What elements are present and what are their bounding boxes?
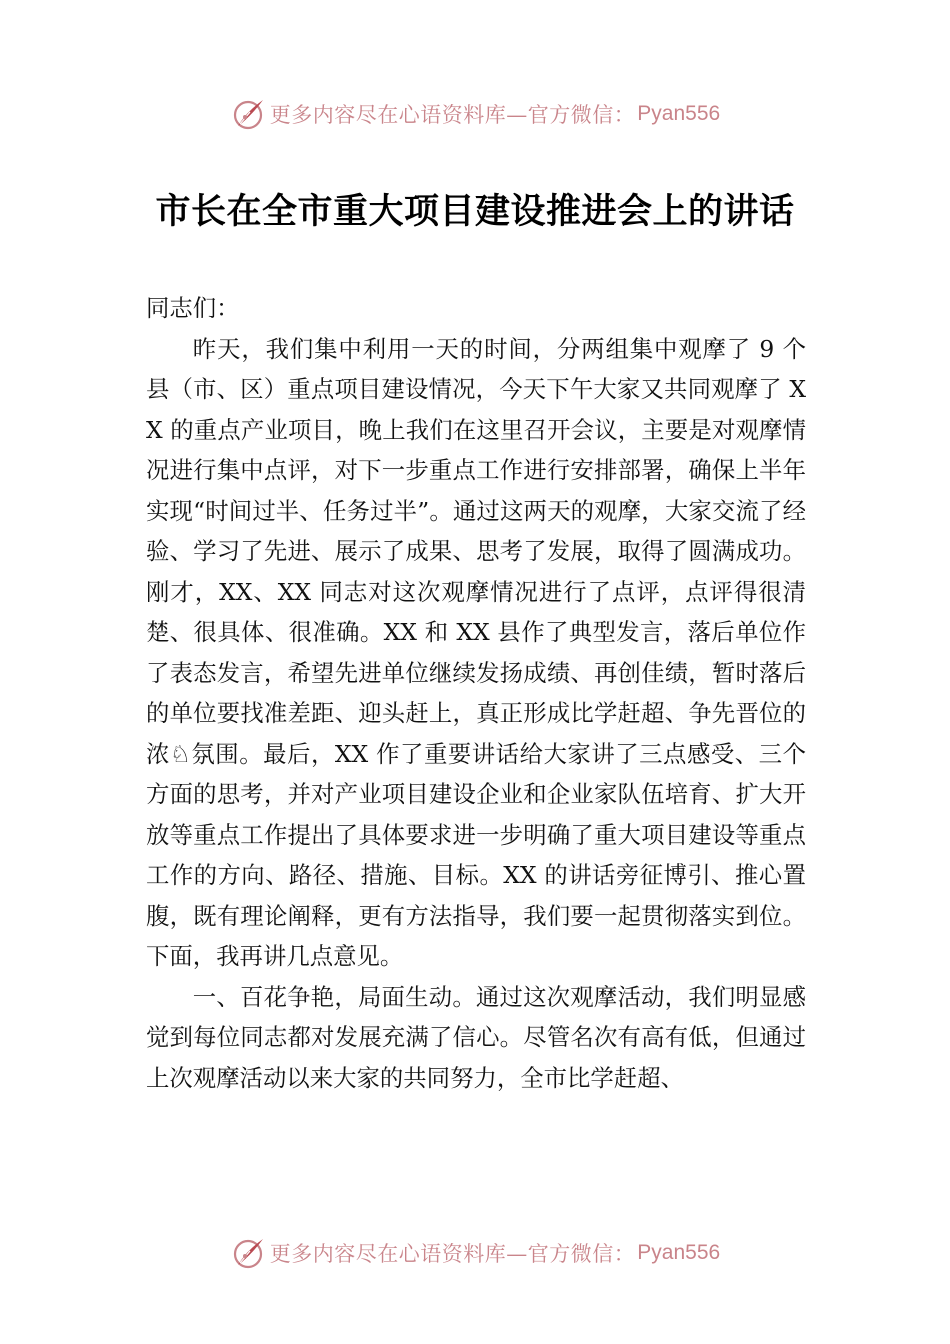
- header-banner: [0, 94, 950, 134]
- document-title: 市长在全市重大项目建设推进会上的讲话: [155, 191, 795, 232]
- quill-pen-logo-icon: [230, 96, 266, 132]
- wechat-id: Pyan556: [637, 102, 721, 125]
- document-body: [146, 288, 806, 1098]
- paragraph: 昨天，我们集中利用一天的时间，分两组集中观摩了 9 个县（市、区）重点项目建设情况，今天下午大家又共同观摩了 XX 的重点产业项目，晚上我们在这里召开会议，主要是对观摩情况进行集中点评，对下一步重点工作进行安排部署，确保上半年实现“时间过半、任务过半”。通过这两天的观摩，大家交流了经验、学习了先进、展示了成果、思考了发展，取得了圆满成功。刚才，XX、XX 同志对这次观摩情况进行了点评，点评得很清楚、很具体、很准确。XX 和 XX 县作了典型发言，落后单位作了表态发言，希望先进单位继续发扬成绩、再创佳绩，暂时落后的单位要找准差距、迎头赶上，真正形成比学赶超、争先晋位的浓♘氛围。最后，XX 作了重要讲话给大家讲了三点感受、三个方面的思考，并对产业项目建设企业和企业家队伍培育、扩大开放等重点工作提出了具体要求进一步明确了重大项目建设等重点工作的方向、路径、措施、目标。XX 的讲话旁征博引、推心置腹，既有理论阐释，更有方法指导，我们要一起贯彻落实到位。 下面，我再讲几点意见。: [146, 334, 806, 970]
- banner-text: 更多内容尽在心语资料库—官方微信：: [269, 1242, 636, 1266]
- salutation: 同志们：: [146, 294, 240, 322]
- paragraph: 一、百花争艳，局面生动。通过这次观摩活动，我们明显感觉到每位同志都对发展充满了信心。尽管名次有高有低，但通过上次观摩活动以来大家的共同努力，全市比学赶超、: [146, 982, 806, 1092]
- banner-text: 更多内容尽在心语资料库—官方微信：: [269, 103, 636, 127]
- wechat-id: Pyan556: [637, 1241, 721, 1264]
- footer-banner: [0, 1233, 950, 1273]
- quill-pen-logo-icon: [230, 1235, 266, 1271]
